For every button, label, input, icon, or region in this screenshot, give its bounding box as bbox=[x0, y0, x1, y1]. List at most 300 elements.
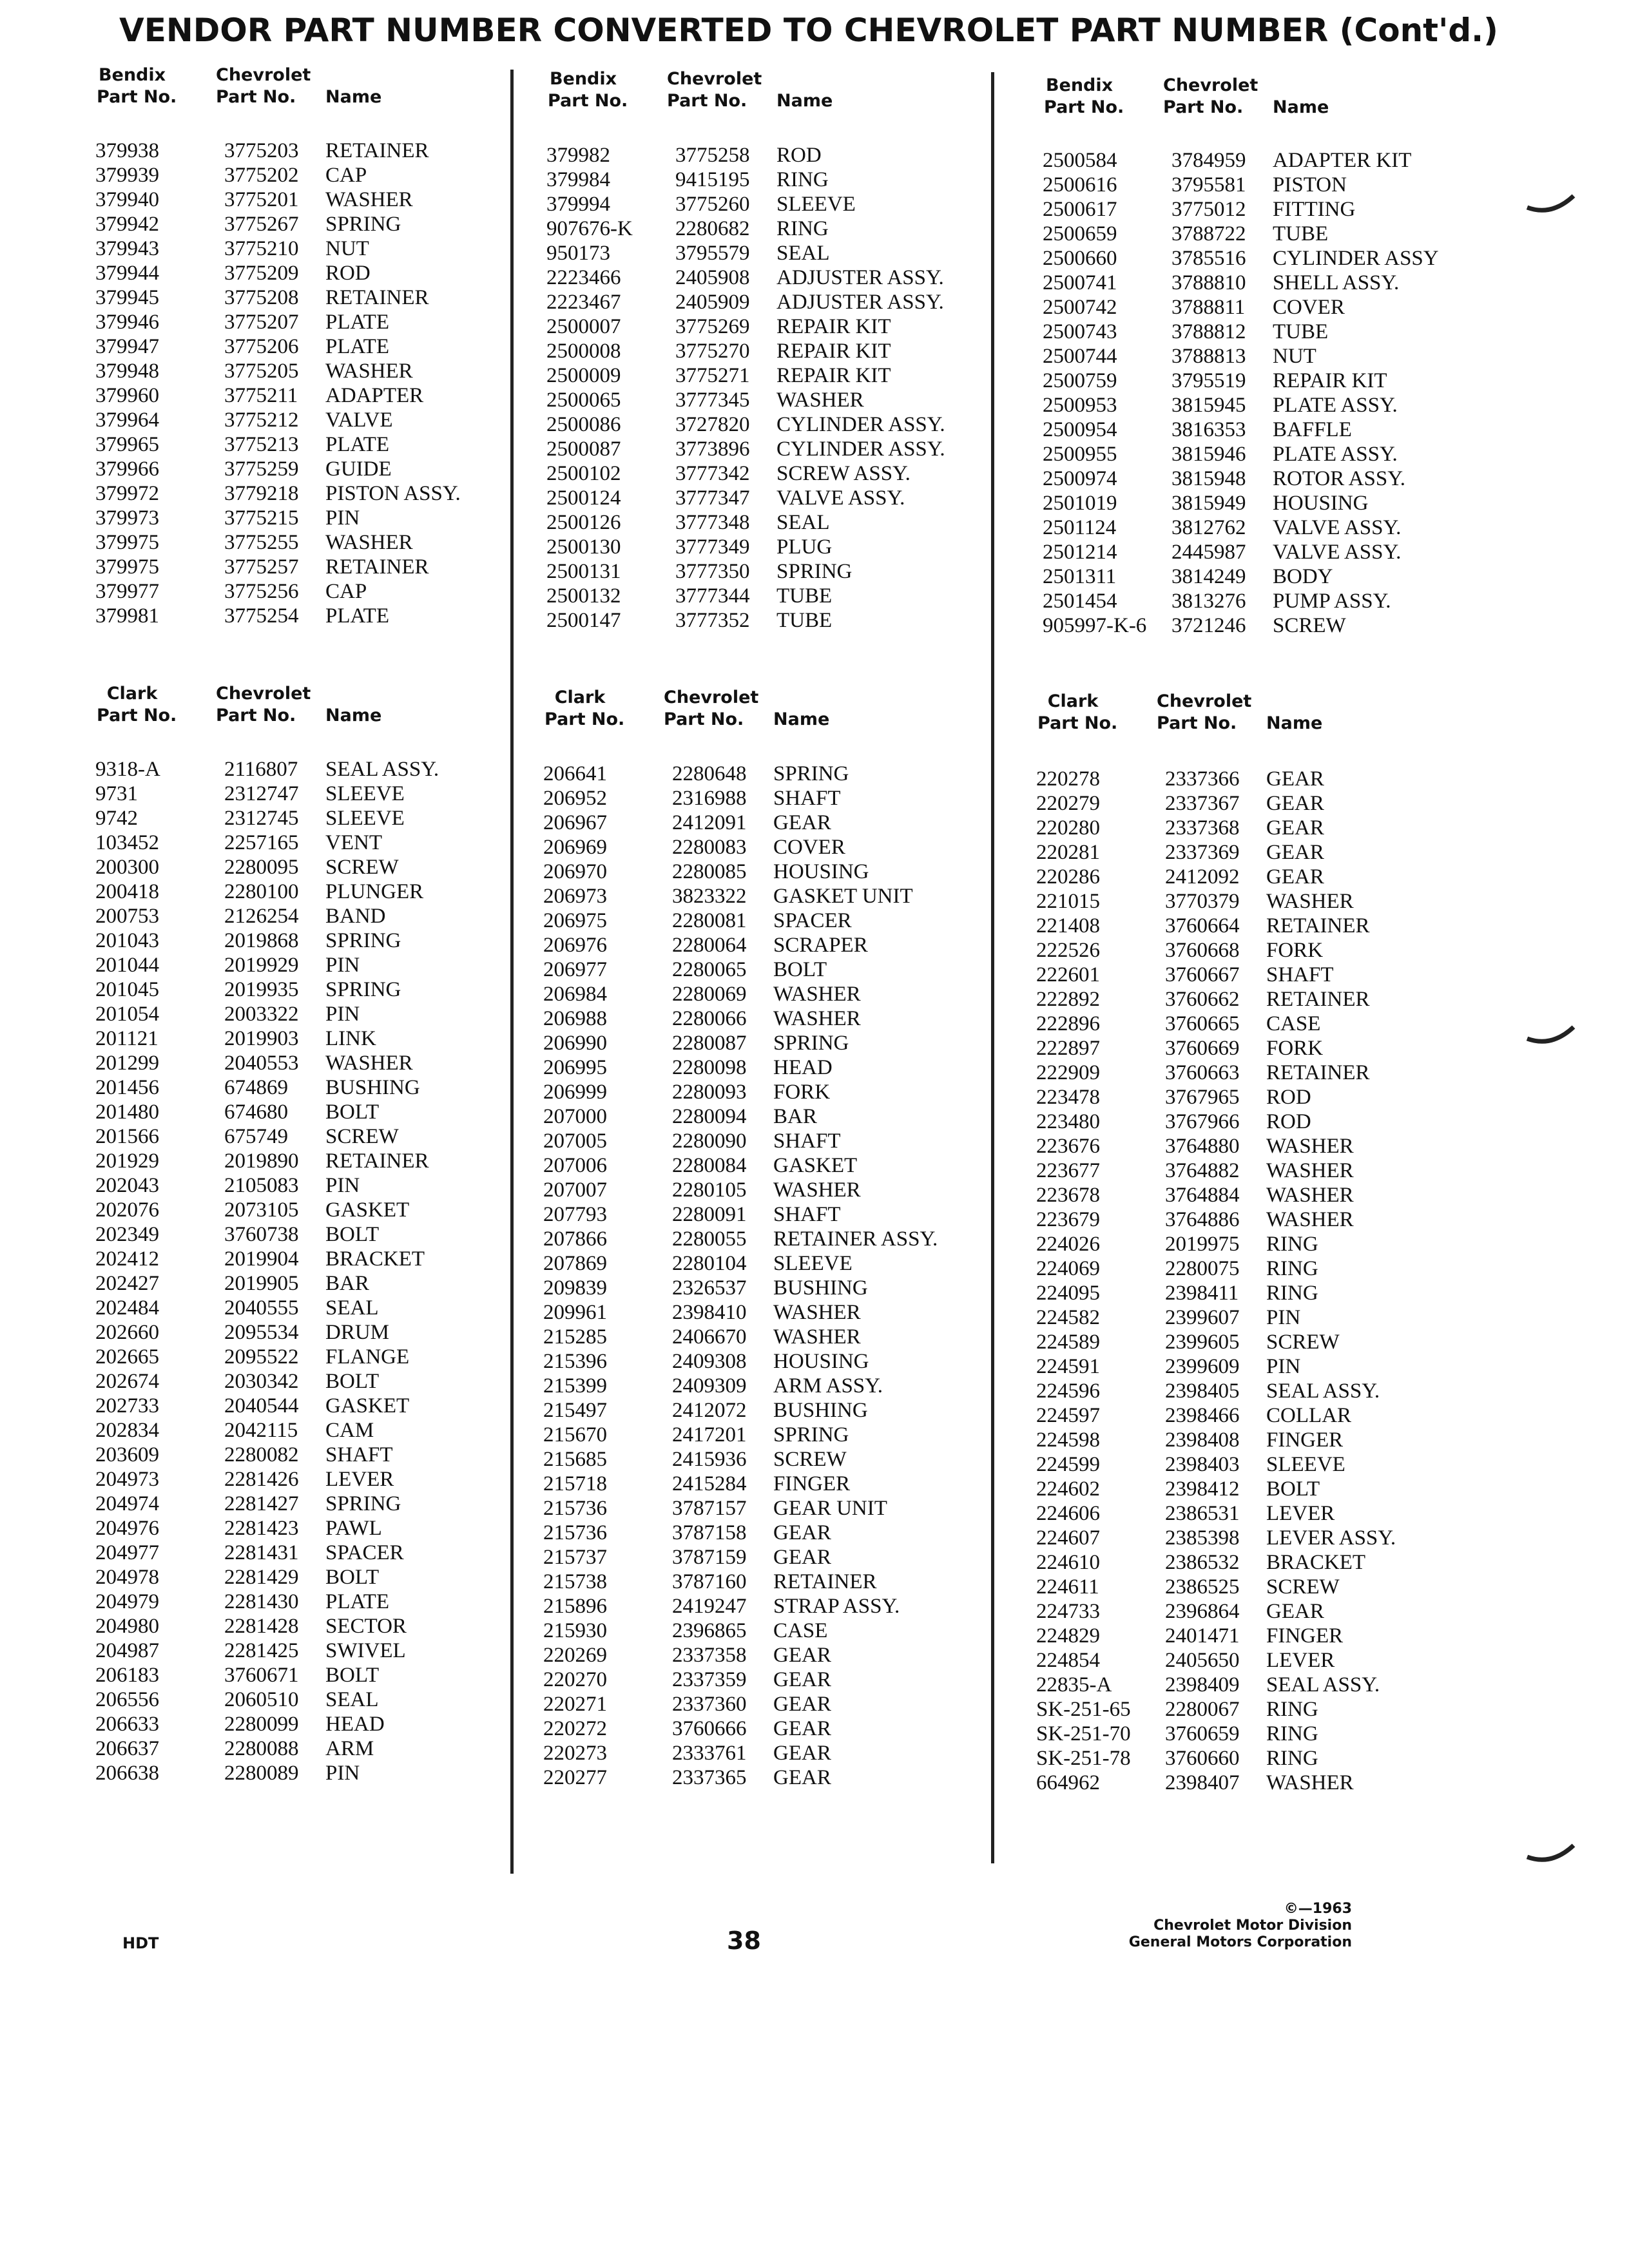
part-name: PLATE bbox=[325, 433, 389, 456]
part-name: TUBE bbox=[776, 584, 833, 608]
chevrolet-part-no: 2019903 bbox=[224, 1027, 299, 1050]
part-name: GEAR bbox=[1266, 792, 1324, 815]
vendor-part-no: 379975 bbox=[95, 531, 159, 554]
vendor-part-no: 206970 bbox=[543, 860, 607, 883]
vendor-part-no: 224582 bbox=[1036, 1306, 1100, 1329]
vendor-part-no: 379938 bbox=[95, 139, 159, 162]
part-name: CYLINDER ASSY. bbox=[776, 437, 945, 461]
chevrolet-part-no: 2398408 bbox=[1165, 1428, 1240, 1452]
vendor-part-no-header: Part No. bbox=[548, 91, 628, 111]
part-name: BRACKET bbox=[1266, 1551, 1366, 1574]
part-name: GEAR bbox=[773, 1546, 831, 1569]
part-name: ROD bbox=[1266, 1086, 1311, 1109]
chevrolet-part-no: 2280090 bbox=[672, 1129, 747, 1153]
part-name: PIN bbox=[325, 506, 360, 530]
part-name: WASHER bbox=[776, 389, 864, 412]
chevrolet-part-no: 2337358 bbox=[672, 1644, 747, 1667]
part-name: FITTING bbox=[1273, 198, 1356, 221]
vendor-part-no: 224610 bbox=[1036, 1551, 1100, 1574]
vendor-part-no: 206990 bbox=[543, 1032, 607, 1055]
part-name: VALVE ASSY. bbox=[1273, 516, 1402, 539]
chevrolet-part-no: 2412072 bbox=[672, 1399, 747, 1422]
vendor-part-no: 201054 bbox=[95, 1003, 159, 1026]
vendor-part-no: 215737 bbox=[543, 1546, 607, 1569]
part-name: LEVER ASSY. bbox=[1266, 1526, 1396, 1550]
corporation-line: General Motors Corporation bbox=[1128, 1934, 1352, 1950]
chevrolet-part-no: 2337367 bbox=[1165, 792, 1240, 815]
chevrolet-part-no: 2337360 bbox=[672, 1693, 747, 1716]
part-name: WASHER bbox=[325, 188, 413, 211]
chevrolet-part-no: 2280104 bbox=[672, 1252, 747, 1275]
name-header: Name bbox=[1273, 97, 1329, 117]
vendor-part-no: 202484 bbox=[95, 1296, 159, 1320]
part-name: BAR bbox=[773, 1105, 817, 1128]
vendor-part-no: 220269 bbox=[543, 1644, 607, 1667]
part-name: GEAR bbox=[773, 1521, 831, 1544]
part-name: PIN bbox=[325, 1174, 360, 1197]
chevrolet-part-no: 2386532 bbox=[1165, 1551, 1240, 1574]
part-name: WASHER bbox=[325, 1052, 413, 1075]
vendor-part-no: 2500102 bbox=[546, 462, 621, 485]
vendor-part-no: 2500616 bbox=[1043, 173, 1117, 197]
chevrolet-part-no: 2280069 bbox=[672, 983, 747, 1006]
part-name: SEAL bbox=[325, 1296, 379, 1320]
vendor-part-no: 202674 bbox=[95, 1370, 159, 1393]
chevrolet-part-no: 2337365 bbox=[672, 1766, 747, 1789]
chevrolet-part-no: 3788811 bbox=[1171, 296, 1246, 319]
part-name: SWIVEL bbox=[325, 1639, 406, 1662]
vendor-part-no: 201480 bbox=[95, 1100, 159, 1124]
chevrolet-part-no: 3764886 bbox=[1165, 1208, 1240, 1231]
chevrolet-part-no: 3760664 bbox=[1165, 914, 1240, 937]
vendor-part-no: 2500087 bbox=[546, 437, 621, 461]
part-name: SCREW bbox=[1266, 1331, 1340, 1354]
part-name: PIN bbox=[325, 954, 360, 977]
chevrolet-part-no: 3795581 bbox=[1171, 173, 1246, 197]
chevrolet-part-no: 2337366 bbox=[1165, 767, 1240, 791]
part-name: PISTON ASSY. bbox=[325, 482, 461, 505]
vendor-part-no: 221408 bbox=[1036, 914, 1100, 937]
division-line: Chevrolet Motor Division bbox=[1153, 1917, 1352, 1934]
chevrolet-part-no: 2398403 bbox=[1165, 1453, 1240, 1476]
chevrolet-part-no-header: Part No. bbox=[216, 87, 296, 107]
vendor-part-no: 202412 bbox=[95, 1247, 159, 1271]
part-name: GEAR bbox=[773, 1717, 831, 1740]
vendor-part-no: 215685 bbox=[543, 1448, 607, 1471]
page-number: 38 bbox=[727, 1927, 761, 1955]
part-name: FINGER bbox=[1266, 1624, 1344, 1648]
chevrolet-part-no-header: Part No. bbox=[1163, 97, 1244, 117]
chevrolet-part-no-header: Part No. bbox=[216, 706, 296, 726]
chevrolet-part-no: 2280082 bbox=[224, 1443, 299, 1466]
vendor-part-no: 215399 bbox=[543, 1374, 607, 1398]
part-name: HOUSING bbox=[1273, 492, 1369, 515]
chevrolet-part-no: 2412091 bbox=[672, 811, 747, 834]
part-name: BOLT bbox=[325, 1370, 380, 1393]
part-name: RING bbox=[1266, 1698, 1318, 1721]
vendor-part-no: 204974 bbox=[95, 1492, 159, 1515]
part-name: SCREW bbox=[325, 1125, 399, 1148]
part-name: SHAFT bbox=[773, 787, 841, 810]
chevrolet-part-no: 3721246 bbox=[1171, 614, 1246, 637]
chevrolet-part-no: 2042115 bbox=[224, 1419, 298, 1442]
part-name: COVER bbox=[1273, 296, 1345, 319]
chevrolet-part-no: 3788813 bbox=[1171, 345, 1246, 368]
vendor-part-no: 201043 bbox=[95, 929, 159, 952]
chevrolet-part-no: 3788722 bbox=[1171, 222, 1246, 245]
chevrolet-part-no: 2030342 bbox=[224, 1370, 299, 1393]
vendor-part-no: 215930 bbox=[543, 1619, 607, 1642]
chevrolet-part-no: 3788810 bbox=[1171, 271, 1246, 294]
part-name: VALVE ASSY. bbox=[1273, 541, 1402, 564]
vendor-part-no: 2223466 bbox=[546, 266, 621, 289]
chevrolet-part-no: 2281430 bbox=[224, 1590, 299, 1613]
vendor-part-no: 379944 bbox=[95, 262, 159, 285]
chevrolet-part-no: 3760666 bbox=[672, 1717, 747, 1740]
part-name: RETAINER ASSY. bbox=[773, 1227, 938, 1251]
part-name: PIN bbox=[325, 1762, 360, 1785]
vendor-part-no: 206999 bbox=[543, 1081, 607, 1104]
chevrolet-part-no: 2405650 bbox=[1165, 1649, 1240, 1672]
part-name: BOLT bbox=[325, 1664, 380, 1687]
vendor-part-no: 2501019 bbox=[1043, 492, 1117, 515]
chevrolet-part-no: 2281423 bbox=[224, 1517, 299, 1540]
vendor-part-no: 379943 bbox=[95, 237, 159, 260]
part-name: SPRING bbox=[776, 560, 853, 583]
chevrolet-part-no: 3775269 bbox=[675, 315, 750, 338]
part-name: BUSHING bbox=[773, 1399, 868, 1422]
part-name: WASHER bbox=[325, 360, 413, 383]
part-name: DRUM bbox=[325, 1321, 390, 1344]
part-name: GEAR bbox=[773, 1644, 831, 1667]
part-name: SHAFT bbox=[773, 1203, 841, 1226]
vendor-part-no: 200418 bbox=[95, 880, 159, 903]
vendor-part-no: 379973 bbox=[95, 506, 159, 530]
part-name: SPRING bbox=[325, 1492, 401, 1515]
chevrolet-part-no: 3775207 bbox=[224, 311, 299, 334]
vendor-part-no: 220278 bbox=[1036, 767, 1100, 791]
vendor-part-no: 202427 bbox=[95, 1272, 159, 1295]
part-name: VENT bbox=[325, 831, 382, 854]
vendor-part-no: 204978 bbox=[95, 1566, 159, 1589]
vendor-part-no: 379964 bbox=[95, 408, 159, 432]
part-name: PLATE ASSY. bbox=[1273, 443, 1398, 466]
vendor-part-no: 2500065 bbox=[546, 389, 621, 412]
part-name: GEAR bbox=[1266, 865, 1324, 889]
vendor-part-no: 2500086 bbox=[546, 413, 621, 436]
vendor-part-no: 206977 bbox=[543, 958, 607, 981]
vendor-part-no: 224598 bbox=[1036, 1428, 1100, 1452]
vendor-part-no: 202665 bbox=[95, 1345, 159, 1369]
part-name: SPACER bbox=[773, 909, 852, 932]
vendor-part-no: 379945 bbox=[95, 286, 159, 309]
chevrolet-part-no: 2401471 bbox=[1165, 1624, 1240, 1648]
chevrolet-part-no: 2280091 bbox=[672, 1203, 747, 1226]
chevrolet-part-no: 3775012 bbox=[1171, 198, 1246, 221]
chevrolet-part-no: 2003322 bbox=[224, 1003, 299, 1026]
chevrolet-part-no: 2280105 bbox=[672, 1178, 747, 1202]
chevrolet-part-no: 3777349 bbox=[675, 535, 750, 559]
vendor-part-no: 2500009 bbox=[546, 364, 621, 387]
part-name: FORK bbox=[773, 1081, 831, 1104]
vendor-part-no-header: Part No. bbox=[97, 706, 177, 726]
vendor-part-no: 379994 bbox=[546, 193, 610, 216]
vendor-part-no: 203609 bbox=[95, 1443, 159, 1466]
chevrolet-part-no: 3779218 bbox=[224, 482, 299, 505]
part-name: WASHER bbox=[1266, 1208, 1354, 1231]
part-name: REPAIR KIT bbox=[776, 364, 891, 387]
chevrolet-part-no: 2280100 bbox=[224, 880, 299, 903]
part-name: GASKET bbox=[325, 1198, 410, 1222]
vendor-part-no: 201929 bbox=[95, 1149, 159, 1173]
part-name: TUBE bbox=[1273, 222, 1329, 245]
binder-tick-mark bbox=[1526, 1843, 1577, 1869]
vendor-part-no: 206633 bbox=[95, 1713, 159, 1736]
vendor-part-no: 206995 bbox=[543, 1056, 607, 1079]
part-name: HOUSING bbox=[773, 1350, 869, 1373]
part-name: SPRING bbox=[773, 762, 849, 785]
part-name: SCREW bbox=[1273, 614, 1346, 637]
part-name: WASHER bbox=[773, 1007, 861, 1030]
chevrolet-part-no: 2019975 bbox=[1165, 1233, 1240, 1256]
vendor-part-no: 224591 bbox=[1036, 1355, 1100, 1378]
chevrolet-part-no: 3777350 bbox=[675, 560, 750, 583]
part-name: PAWL bbox=[325, 1517, 382, 1540]
chevrolet-part-no: 2396865 bbox=[672, 1619, 747, 1642]
copyright-line: ©—1963 bbox=[1284, 1901, 1352, 1917]
vendor-part-no: 206952 bbox=[543, 787, 607, 810]
chevrolet-part-no: 2073105 bbox=[224, 1198, 299, 1222]
chevrolet-part-no: 2398410 bbox=[672, 1301, 747, 1324]
part-name: GEAR bbox=[773, 811, 831, 834]
part-name: SLEEVE bbox=[1266, 1453, 1345, 1476]
chevrolet-part-no: 2406670 bbox=[672, 1325, 747, 1349]
part-name: PUMP ASSY. bbox=[1273, 590, 1391, 613]
part-name: SPRING bbox=[325, 929, 401, 952]
vendor-part-no: 103452 bbox=[95, 831, 159, 854]
part-name: WASHER bbox=[773, 1325, 861, 1349]
vendor-part-no: 2500584 bbox=[1043, 149, 1117, 172]
part-name: GEAR bbox=[773, 1742, 831, 1765]
part-name: SHAFT bbox=[1266, 963, 1334, 986]
part-name: GEAR UNIT bbox=[773, 1497, 887, 1520]
chevrolet-part-no: 3775208 bbox=[224, 286, 299, 309]
chevrolet-part-no: 2280066 bbox=[672, 1007, 747, 1030]
chevrolet-part-no: 2398409 bbox=[1165, 1673, 1240, 1696]
vendor-part-no: 379977 bbox=[95, 580, 159, 603]
part-name: GEAR bbox=[1266, 767, 1324, 791]
chevrolet-part-no: 3760662 bbox=[1165, 988, 1240, 1011]
chevrolet-part-no: 3775209 bbox=[224, 262, 299, 285]
part-name: BOLT bbox=[325, 1100, 380, 1124]
chevrolet-part-no: 3764882 bbox=[1165, 1159, 1240, 1182]
chevrolet-part-no: 2281427 bbox=[224, 1492, 299, 1515]
part-name: RETAINER bbox=[325, 286, 429, 309]
chevrolet-part-no: 2409309 bbox=[672, 1374, 747, 1398]
part-name: NUT bbox=[325, 237, 369, 260]
part-name: ROD bbox=[1266, 1110, 1311, 1133]
vendor-part-no: 224602 bbox=[1036, 1477, 1100, 1501]
vendor-part-no: 215285 bbox=[543, 1325, 607, 1349]
chevrolet-part-no: 2019935 bbox=[224, 978, 299, 1001]
vendor-part-no: 379972 bbox=[95, 482, 159, 505]
part-name: WASHER bbox=[1266, 1159, 1354, 1182]
part-name: SPRING bbox=[325, 213, 401, 236]
vendor-part-no: 2500974 bbox=[1043, 467, 1117, 490]
vendor-part-no: 379975 bbox=[95, 555, 159, 579]
chevrolet-part-no: 2337368 bbox=[1165, 816, 1240, 840]
part-name: LINK bbox=[325, 1027, 376, 1050]
chevrolet-part-no: 2281431 bbox=[224, 1541, 299, 1564]
part-name: WASHER bbox=[773, 1178, 861, 1202]
vendor-part-no: 224069 bbox=[1036, 1257, 1100, 1280]
vendor-part-no: 206637 bbox=[95, 1737, 159, 1760]
part-name: FINGER bbox=[773, 1472, 851, 1495]
vendor-part-no: 206973 bbox=[543, 885, 607, 908]
vendor-part-no: 222897 bbox=[1036, 1037, 1100, 1060]
vendor-part-no: 215497 bbox=[543, 1399, 607, 1422]
part-name: VALVE ASSY. bbox=[776, 486, 905, 510]
vendor-part-no: 206969 bbox=[543, 836, 607, 859]
vendor-part-no-header: Part No. bbox=[1037, 713, 1118, 733]
part-name: CAP bbox=[325, 164, 367, 187]
part-name: ADAPTER bbox=[325, 384, 424, 407]
part-name: RING bbox=[1266, 1747, 1318, 1770]
vendor-part-no: 224095 bbox=[1036, 1282, 1100, 1305]
part-name: FORK bbox=[1266, 1037, 1324, 1060]
vendor-part-no: 200753 bbox=[95, 905, 159, 928]
vendor-part-no: 224606 bbox=[1036, 1502, 1100, 1525]
chevrolet-part-no: 3787158 bbox=[672, 1521, 747, 1544]
chevrolet-part-no: 2280064 bbox=[672, 934, 747, 957]
part-name: NUT bbox=[1273, 345, 1316, 368]
chevrolet-part-no: 3760669 bbox=[1165, 1037, 1240, 1060]
vendor-header: Bendix bbox=[1045, 75, 1113, 95]
part-name: RING bbox=[1266, 1282, 1318, 1305]
vendor-part-no: 206984 bbox=[543, 983, 607, 1006]
part-name: BUSHING bbox=[773, 1276, 868, 1300]
part-name: LEVER bbox=[1266, 1502, 1335, 1525]
vendor-part-no: 379948 bbox=[95, 360, 159, 383]
vendor-part-no: 379940 bbox=[95, 188, 159, 211]
vendor-part-no: 379981 bbox=[95, 604, 159, 628]
vendor-part-no: 206976 bbox=[543, 934, 607, 957]
chevrolet-part-no: 2281426 bbox=[224, 1468, 299, 1491]
part-name: PIN bbox=[1266, 1355, 1301, 1378]
chevrolet-part-no: 2280084 bbox=[672, 1154, 747, 1177]
part-name: PLATE ASSY. bbox=[1273, 394, 1398, 417]
vendor-part-no: 201121 bbox=[95, 1027, 159, 1050]
part-name: RETAINER bbox=[1266, 988, 1370, 1011]
chevrolet-header: Chevrolet bbox=[667, 69, 762, 89]
vendor-part-no-header: Part No. bbox=[545, 709, 625, 729]
chevrolet-part-no: 2417201 bbox=[672, 1423, 747, 1446]
vendor-part-no: 223676 bbox=[1036, 1135, 1100, 1158]
chevrolet-part-no: 2019904 bbox=[224, 1247, 299, 1271]
name-header: Name bbox=[776, 91, 833, 111]
chevrolet-part-no: 2105083 bbox=[224, 1174, 299, 1197]
part-name: SHAFT bbox=[773, 1129, 841, 1153]
vendor-part-no: 379960 bbox=[95, 384, 159, 407]
chevrolet-part-no: 2040555 bbox=[224, 1296, 299, 1320]
vendor-part-no: 222526 bbox=[1036, 939, 1100, 962]
chevrolet-part-no: 2415284 bbox=[672, 1472, 747, 1495]
chevrolet-part-no: 2280075 bbox=[1165, 1257, 1240, 1280]
vendor-part-no: 2500744 bbox=[1043, 345, 1117, 368]
vendor-header: Clark bbox=[1047, 691, 1099, 711]
part-name: SPRING bbox=[773, 1032, 849, 1055]
vendor-part-no: 379946 bbox=[95, 311, 159, 334]
part-name: COVER bbox=[773, 836, 845, 859]
part-name: SLEEVE bbox=[325, 807, 405, 830]
part-name: SEAL ASSY. bbox=[325, 758, 439, 781]
chevrolet-part-no: 2281429 bbox=[224, 1566, 299, 1589]
vendor-part-no: 379966 bbox=[95, 457, 159, 481]
chevrolet-part-no: 9415195 bbox=[675, 168, 750, 191]
part-name: HEAD bbox=[773, 1056, 833, 1079]
part-name: RING bbox=[1266, 1233, 1318, 1256]
chevrolet-part-no: 2409308 bbox=[672, 1350, 747, 1373]
part-name: BRACKET bbox=[325, 1247, 425, 1271]
vendor-part-no: 202834 bbox=[95, 1419, 159, 1442]
chevrolet-header: Chevrolet bbox=[1157, 691, 1252, 711]
vendor-part-no: 2500741 bbox=[1043, 271, 1117, 294]
chevrolet-part-no: 674680 bbox=[224, 1100, 288, 1124]
vendor-part-no: 2223467 bbox=[546, 291, 621, 314]
vendor-part-no: 2500147 bbox=[546, 609, 621, 632]
chevrolet-part-no: 2419247 bbox=[672, 1595, 747, 1618]
vendor-part-no-header: Part No. bbox=[1044, 97, 1124, 117]
vendor-part-no: 201299 bbox=[95, 1052, 159, 1075]
part-name: HOUSING bbox=[773, 860, 869, 883]
part-name: ADJUSTER ASSY. bbox=[776, 266, 944, 289]
footer-code: HDT bbox=[122, 1934, 159, 1952]
vendor-part-no: 209961 bbox=[543, 1301, 607, 1324]
chevrolet-part-no: 3770379 bbox=[1165, 890, 1240, 913]
chevrolet-part-no: 2412092 bbox=[1165, 865, 1240, 889]
chevrolet-part-no: 3775260 bbox=[675, 193, 750, 216]
chevrolet-part-no: 2280065 bbox=[672, 958, 747, 981]
vendor-part-no: 2500617 bbox=[1043, 198, 1117, 221]
chevrolet-part-no: 2398466 bbox=[1165, 1404, 1240, 1427]
chevrolet-part-no: 2095534 bbox=[224, 1321, 299, 1344]
vendor-part-no: 224589 bbox=[1036, 1331, 1100, 1354]
part-name: GEAR bbox=[773, 1693, 831, 1716]
vendor-part-no: 223677 bbox=[1036, 1159, 1100, 1182]
vendor-part-no: 201456 bbox=[95, 1076, 159, 1099]
vendor-part-no: 220279 bbox=[1036, 792, 1100, 815]
vendor-part-no: 222909 bbox=[1036, 1061, 1100, 1084]
vendor-part-no: 200300 bbox=[95, 856, 159, 879]
part-name: BUSHING bbox=[325, 1076, 420, 1099]
part-name: SCRAPER bbox=[773, 934, 868, 957]
vendor-part-no: 223478 bbox=[1036, 1086, 1100, 1109]
chevrolet-part-no: 674869 bbox=[224, 1076, 288, 1099]
vendor-part-no: SK-251-78 bbox=[1036, 1747, 1131, 1770]
part-name: SCREW bbox=[773, 1448, 847, 1471]
vendor-part-no: SK-251-65 bbox=[1036, 1698, 1131, 1721]
vendor-part-no: 2501311 bbox=[1043, 565, 1117, 588]
part-name: SHAFT bbox=[325, 1443, 393, 1466]
vendor-part-no: 206183 bbox=[95, 1664, 159, 1687]
part-name: SPRING bbox=[325, 978, 401, 1001]
chevrolet-header: Chevrolet bbox=[664, 687, 759, 707]
name-header: Name bbox=[325, 706, 382, 726]
vendor-part-no: 22835-A bbox=[1036, 1673, 1112, 1696]
vendor-part-no: 207793 bbox=[543, 1203, 607, 1226]
part-name: REPAIR KIT bbox=[776, 340, 891, 363]
vendor-part-no: 202660 bbox=[95, 1321, 159, 1344]
